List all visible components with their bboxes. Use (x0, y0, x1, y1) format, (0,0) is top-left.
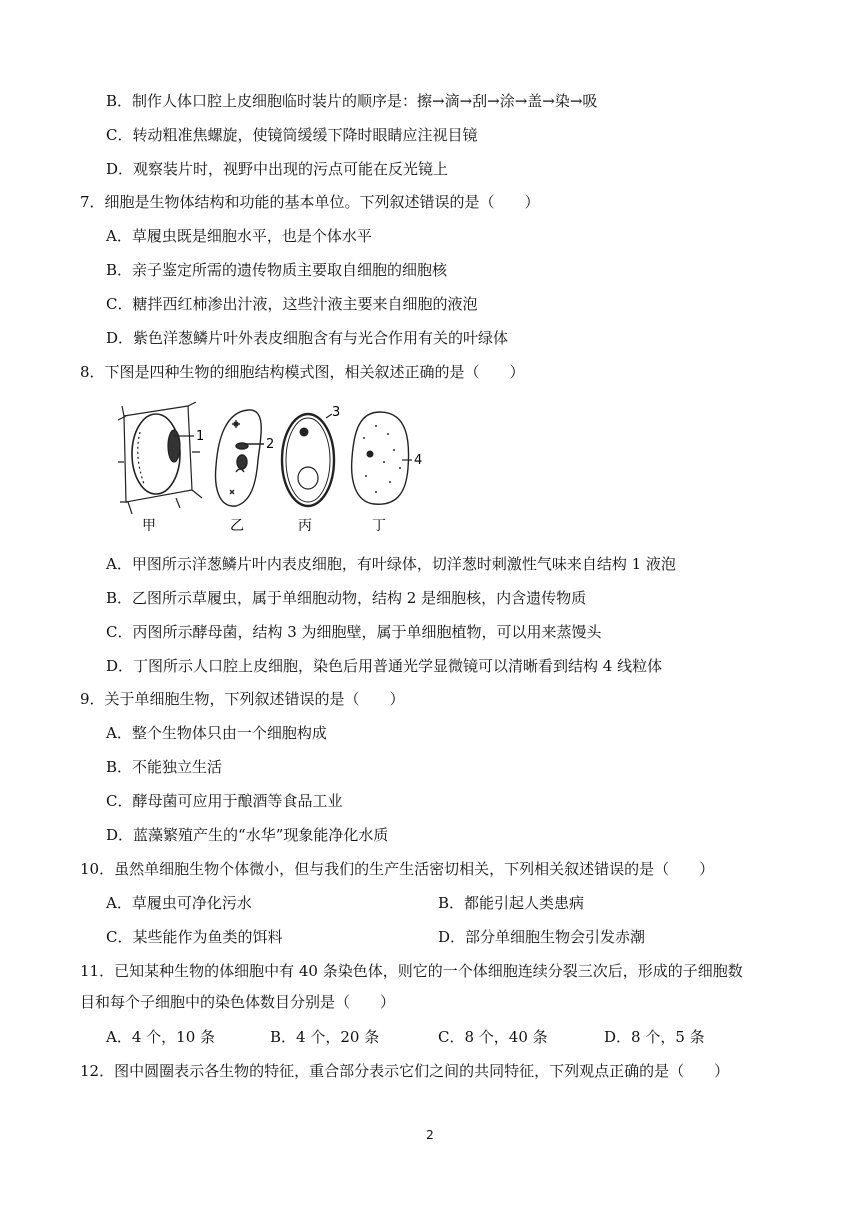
q7-option-b: B．亲子鉴定所需的遗传物质主要取自细胞的细胞核 (106, 261, 448, 279)
cheek-cell-ding (352, 412, 412, 504)
label-3: 3 (332, 405, 341, 420)
q10-option-c: C．某些能作为鱼类的饵料 (106, 928, 283, 946)
q7-option-c: C．糖拌西红柿渗出汁液，这些汁液主要来自细胞的液泡 (106, 295, 478, 313)
q11-stem-line2: 目和每个子细胞中的染色体数目分别是（ ） (80, 993, 396, 1011)
label-jia: 甲 (142, 518, 156, 534)
q9-option-b: B．不能独立生活 (106, 758, 223, 776)
q11-option-c: C．8 个，40 条 (438, 1028, 548, 1046)
q10-option-d: D．部分单细胞生物会引发赤潮 (438, 928, 646, 946)
q7-stem: 7．细胞是生物体结构和功能的基本单位。下列叙述错误的是（ ） (80, 193, 540, 211)
label-2: 2 (266, 437, 275, 452)
label-ding: 丁 (372, 518, 386, 534)
q9-option-a: A．整个生物体只由一个细胞构成 (106, 724, 327, 742)
q11-option-d: D．8 个，5 条 (604, 1028, 705, 1046)
q11-option-b: B．4 个，20 条 (270, 1028, 380, 1046)
paramecium-yi (216, 410, 264, 506)
yeast-bing (282, 414, 334, 506)
q6-option-d: D．观察装片时，视野中出现的污点可能在反光镜上 (106, 160, 449, 178)
q6-option-c: C．转动粗准焦螺旋，使镜筒缓缓下降时眼睛应注视目镜 (106, 126, 478, 144)
label-yi: 乙 (230, 518, 244, 534)
q12-stem: 12．图中圆圈表示各生物的特征，重合部分表示它们之间的共同特征，下列观点正确的是（ ） (80, 1062, 730, 1080)
q9-option-d: D．蓝藻繁殖产生的“水华”现象能净化水质 (106, 826, 389, 844)
q8-option-b: B．乙图所示草履虫，属于单细胞动物，结构 2 是细胞核，内含遗传物质 (106, 589, 587, 607)
q7-option-a: A．草履虫既是细胞水平，也是个体水平 (106, 227, 372, 245)
label-4: 4 (414, 453, 423, 468)
page-number: 2 (426, 1128, 434, 1142)
q8-option-c: C．丙图所示酵母菌，结构 3 为细胞壁，属于单细胞植物，可以用来蒸馒头 (106, 623, 602, 641)
cell-diagram-figure (118, 402, 428, 534)
q8-option-a: A．甲图所示洋葱鳞片叶内表皮细胞，有叶绿体，切洋葱时刺激性气味来自结构 1 液泡 (106, 555, 676, 573)
q10-stem: 10．虽然单细胞生物个体微小，但与我们的生产生活密切相关，下列相关叙述错误的是（ ） (80, 860, 715, 878)
q10-option-a: A．草履虫可净化污水 (106, 894, 252, 912)
label-bing: 丙 (298, 518, 312, 534)
label-1: 1 (196, 429, 205, 444)
q11-stem-line1: 11．已知某种生物的体细胞中有 40 条染色体，则它的一个体细胞连续分裂三次后，形成的子细胞数 (80, 962, 743, 980)
q9-stem: 9．关于单细胞生物，下列叙述错误的是（ ） (80, 690, 405, 708)
q9-option-c: C．酵母菌可应用于酿酒等食品工业 (106, 792, 343, 810)
cell-diagram (118, 402, 428, 534)
q11-option-a: A．4 个，10 条 (106, 1028, 215, 1046)
plant-cell-jia (118, 402, 205, 514)
q8-option-d: D．丁图所示人口腔上皮细胞，染色后用普通光学显微镜可以清晰看到结构 4 线粒体 (106, 657, 663, 675)
q8-stem: 8．下图是四种生物的细胞结构模式图，相关叙述正确的是（ ） (80, 363, 525, 381)
q6-option-b: B．制作人体口腔上皮细胞临时装片的顺序是：擦→滴→刮→涂→盖→染→吸 (106, 92, 598, 110)
q7-option-d: D．紫色洋葱鳞片叶外表皮细胞含有与光合作用有关的叶绿体 (106, 329, 509, 347)
q10-option-b: B．都能引起人类患病 (438, 894, 585, 912)
